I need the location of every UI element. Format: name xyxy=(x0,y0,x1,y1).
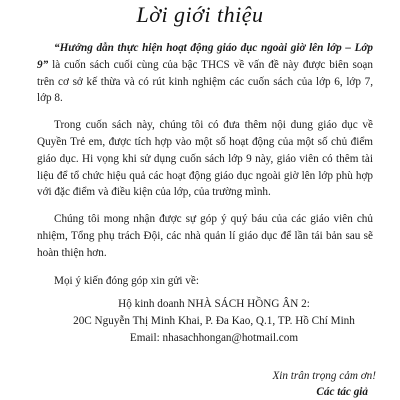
closing-block xyxy=(272,368,376,400)
paragraph-1 xyxy=(37,40,373,107)
contact-email: Email: nhasachhongan@hotmail.com xyxy=(129,332,299,344)
page-title: Lời giới thiệu xyxy=(136,2,264,27)
paragraph-2: Trong cuốn sách này, chúng tôi có đưa thêm nội dung giáo dục về Quyền Trẻ em, được tích hợp vào một số hoạt động của một số chủ điểm giáo dục. Hi vọng khi sử dụng cuốn sách lớp 9 này, giáo viên có thêm tài liệu để tổ chức hiệu quả các hoạt động giáo dục ngoài giờ lên lớp phù hợp với đặc điểm và điều kiện của lớp, của trường mình. xyxy=(37,119,373,199)
contact-company: Hộ kinh doanh NHÀ SÁCH HỒNG ÂN 2: xyxy=(118,298,310,310)
book-title-lead: “Hướng dẫn thực hiện hoạt động giáo dục ngoài giờ lên lớp – Lớp 9” xyxy=(37,42,373,71)
closing-thanks: Xin trân trọng cảm ơn! xyxy=(272,370,376,382)
contact-block xyxy=(40,296,388,347)
paragraph-1-text: là cuốn sách cuối cùng của bậc THCS về vấn đề này được biên soạn trên cơ sở kế thừa và có rút kinh nghiệm các cuốn sách của lớp 6, lớp 7, lớp 8. xyxy=(37,58,373,105)
contact-address: 20C Nguyễn Thị Minh Khai, P. Đa Kao, Q.1, TP. Hồ Chí Minh xyxy=(73,315,355,327)
intro-body xyxy=(37,40,373,272)
paragraph-3: Chúng tôi mong nhận được sự góp ý quý báu của các giáo viên chủ nhiệm, Tổng phụ trách Đội, các nhà quản lí giáo dục để lần tái bản sau sẽ hoàn thiện hơn. xyxy=(37,213,373,259)
closing-author: Các tác giả xyxy=(316,386,368,398)
contact-intro: Mọi ý kiến đóng góp xin gửi về: xyxy=(54,275,199,287)
